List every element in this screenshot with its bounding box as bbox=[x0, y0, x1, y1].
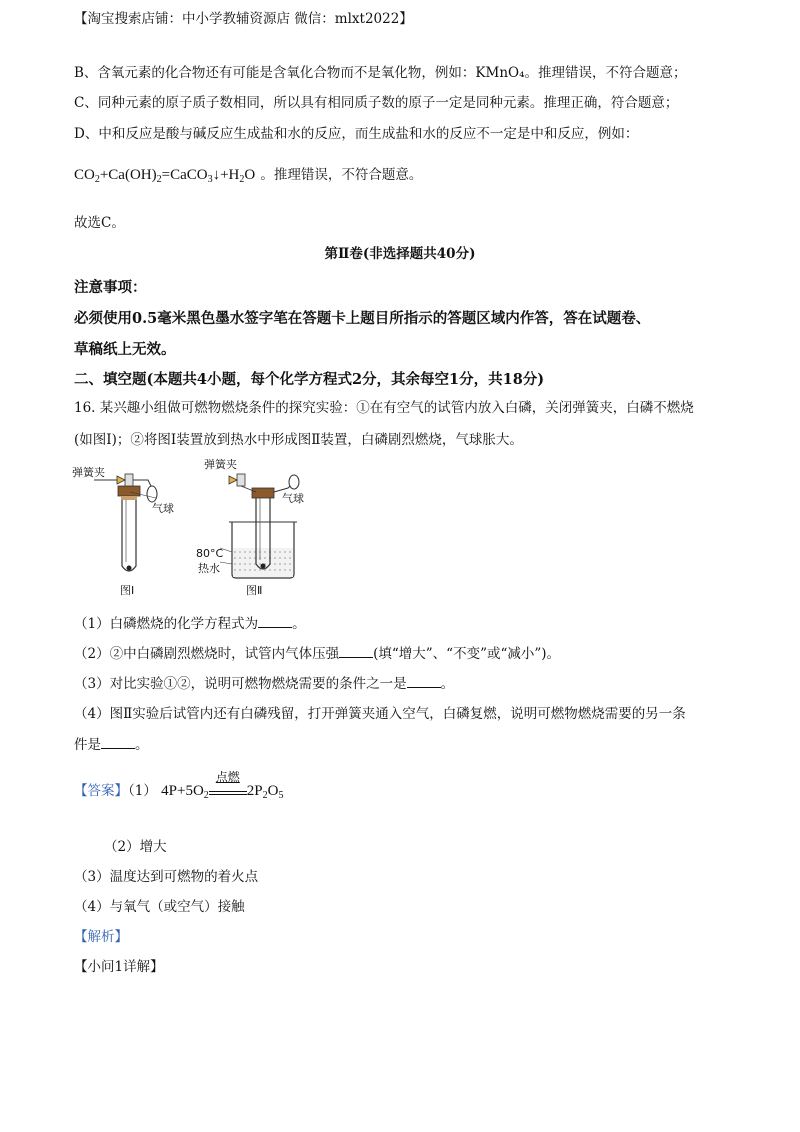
phosphorus-combustion-equation: $4P+5O_2$ 点燃 $2P_2O_5$ bbox=[161, 770, 284, 801]
notice-line-2: 草稿纸上无效。 bbox=[74, 341, 176, 358]
sub-question-2: （2）②中白磷剧烈燃烧时，试管内气体压强 (填“增大”、“不变”或“减小”)。 bbox=[74, 646, 561, 662]
figure-1-clamp-label: 弹簧夹 bbox=[72, 466, 105, 479]
figure-2-water-label: 热水 bbox=[198, 562, 220, 575]
figure-2-beaker-setup bbox=[196, 452, 316, 603]
reaction-condition: 点燃 bbox=[209, 783, 247, 795]
answer-blank-2 bbox=[339, 645, 373, 658]
analysis-option-c: C、同种元素的原子质子数相同，所以具有相同质子数的原子一定是同种元素。推理正确，符合题意； bbox=[74, 95, 679, 111]
choice-conclusion: 故选C。 bbox=[74, 215, 125, 231]
figure-2-clamp-label: 弹簧夹 bbox=[204, 458, 237, 471]
sub-question-4-line-2: 件是 。 bbox=[74, 737, 149, 753]
part-title: 二、填空题(本题共4小题，每个化学方程式2分，其余每空1分，共18分) bbox=[74, 371, 545, 388]
header-banner: 【淘宝搜索店铺：中小学教辅资源店 微信：mlxt2022】 bbox=[74, 11, 413, 27]
sub-question-1: （1）白磷燃烧的化学方程式为 。 bbox=[74, 616, 306, 632]
figure-1-caption: 图Ⅰ bbox=[120, 584, 135, 597]
analysis-sub-label: 【小问1详解】 bbox=[74, 959, 164, 975]
figure-2-balloon-label: 气球 bbox=[282, 492, 304, 505]
notice-line-1: 必须使用0.5毫米黑色墨水签字笔在答题卡上题目所指示的答题区域内作答，答在试题卷、 bbox=[74, 310, 651, 327]
answer-2: （2）增大 bbox=[104, 839, 167, 855]
figure-2-caption: 图Ⅱ bbox=[246, 584, 263, 597]
question-stem-line-1: 16. 某兴趣小组做可燃物燃烧条件的探究实验：①在有空气的试管内放入白磷，关闭弹簧夹，白磷不燃烧 bbox=[74, 400, 694, 416]
analysis-option-b: B、含氧元素的化合物还有可能是含氧化合物而不是氧化物，例如：KMnO₄。推理错误，不符合题意； bbox=[74, 65, 687, 81]
equation-conclusion: 。推理错误，不符合题意。 bbox=[260, 167, 423, 183]
figure-2-drawing bbox=[196, 452, 316, 603]
answer-blank-4 bbox=[101, 736, 135, 749]
figure-1-balloon-label: 气球 bbox=[152, 502, 174, 515]
sub-question-4-line-1: （4）图Ⅱ实验后试管内还有白磷残留，打开弹簧夹通入空气，白磷复燃，说明可燃物燃烧需要的另一条 bbox=[74, 706, 686, 722]
section-title: 第Ⅱ卷(非选择题共40分) bbox=[324, 246, 476, 262]
analysis-label: 【解析】 bbox=[74, 929, 128, 945]
question-stem-line-2: (如图Ⅰ)；②将图Ⅰ装置放到热水中形成图Ⅱ装置，白磷剧烈燃烧，气球胀大。 bbox=[74, 432, 523, 448]
answer-blank-3 bbox=[407, 675, 441, 688]
answer-4: （4）与氧气（或空气）接触 bbox=[74, 899, 245, 915]
analysis-option-d: D、中和反应是酸与碱反应生成盐和水的反应，而生成盐和水的反应不一定是中和反应，例如： bbox=[74, 126, 639, 142]
answer-3: （3）温度达到可燃物的着火点 bbox=[74, 869, 259, 885]
answer-line-1: 【答案】（1） $4P+5O_2$ 点燃 $2P_2O_5$ bbox=[74, 770, 284, 801]
sub-question-3: （3）对比实验①②，说明可燃物燃烧需要的条件之一是 。 bbox=[74, 676, 455, 692]
figure-2-temperature-label: 80°C bbox=[196, 547, 224, 560]
neutralization-counterexample-equation: $CO_2+Ca(OH)_2=CaCO_3↓+H_2O$ 。推理错误，不符合题意。 bbox=[74, 167, 423, 185]
answer-blank-1 bbox=[258, 615, 292, 628]
notice-title: 注意事项： bbox=[74, 279, 147, 296]
answer-label: 【答案】 bbox=[74, 783, 128, 799]
figure-1-test-tube bbox=[70, 458, 200, 603]
